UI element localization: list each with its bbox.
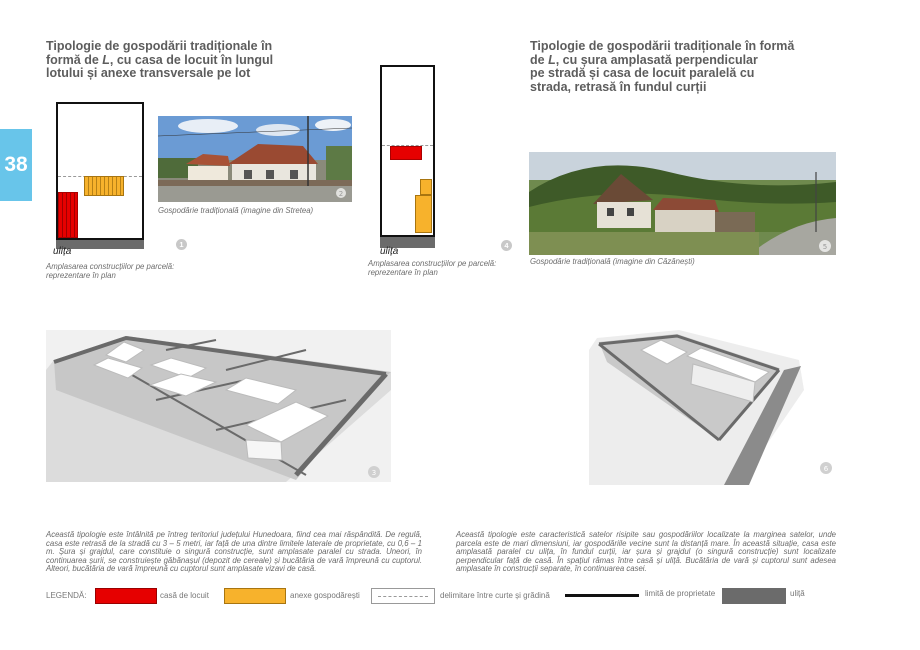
left-photo-caption: Gospodărie tradițională (imagine din Stretea) (158, 206, 314, 215)
house-building (58, 192, 78, 238)
annex-building (415, 195, 432, 233)
legend-garden-swatch (371, 588, 435, 604)
right-description: Această tipologie este caracteristică satelor risipite sau gospodăriilor localizate la marginea satelor, unde parcela este de mari dimensiuni, iar gospodăriile vecine sunt la distanță mare. În această situație, casa este amplasată paralel cu ulița, în fundul curții, iar șura și grajdul (o singură construcție) sunt localizate perpendicular față de casă. În spațiul rămas între casă și uliță. Bucătăria de vară și cuptorul sunt adesea amplasate în construcții separate, în continuarea casei. (456, 530, 836, 574)
page-number: 38 (4, 153, 28, 176)
left-title-line1: Tipologie de gospodării tradiționale în (46, 39, 273, 53)
left-street-label: ulița (53, 246, 72, 257)
left-title-line2: formă de L, cu casa de locuit în lungul (46, 52, 274, 67)
figure-number-3: 3 (371, 469, 377, 477)
left-plan-caption: Amplasarea construcțiilor pe parcelă: reprezentare în plan (46, 262, 175, 280)
right-title-line1: Tipologie de gospodării tradiționale în formă (530, 39, 795, 53)
stretea-house-photo (158, 116, 352, 202)
legend-property-label: limită de proprietate (645, 589, 716, 598)
legend-annex-label: anexe gospodărești (290, 591, 360, 600)
page-number-tab (0, 129, 32, 201)
figure-number-6: 6 (823, 465, 829, 473)
right-plan-caption: Amplasarea construcțiilor pe parcelă: reprezentare în plan (368, 259, 497, 277)
left-settlement-render (46, 330, 391, 482)
right-title (530, 40, 820, 94)
right-street-label: ulița (380, 246, 399, 257)
house-building (390, 146, 422, 160)
figure-number-4: 4 (501, 240, 512, 251)
legend-house-label: casă de locuit (160, 591, 209, 600)
figure-number-1: 1 (176, 239, 187, 250)
legend-street-swatch (722, 588, 786, 604)
legend-property-swatch (565, 594, 639, 597)
figure-number-5: 5 (822, 243, 828, 251)
left-title (46, 40, 306, 81)
right-plot-plan (380, 65, 435, 250)
left-title-line3: lotului și anexe transversale pe lot (46, 66, 251, 80)
annex-building (84, 176, 124, 196)
figure-number-2: 2 (338, 190, 344, 198)
legend-annex-swatch (224, 588, 286, 604)
legend-house-swatch (95, 588, 157, 604)
left-description: Această tipologie este întâlnită pe întreg teritoriul județului Hunedoara, fiind cea mai răspândită. De regulă, casa este retrasă de la stradă cu 3 – 5 metri, iar față de una dintre limitele laterale de proprietate, cu 0,6 – 1 m. Șura și grajdul, care constituie o singură construcție, sunt amplasate paralel cu strada. Uneori, în continuarea șurii, se construiește găbănașul (depozit de cereale) și bucătăria de vară împreună cu cuptorul. Alteori, bucătăria de vară împreună cu cuptorul sunt amplasate vizavi de casă. (46, 530, 422, 574)
right-title-line3: pe stradă și casa de locuit paralelă cu (530, 66, 755, 80)
right-settlement-render (589, 330, 834, 485)
cazanesti-house-photo (529, 152, 836, 255)
left-plot-plan (56, 102, 144, 248)
annex-building-small (420, 179, 432, 195)
legend-street-label: uliță (790, 589, 805, 598)
right-title-line2: de L, cu șura amplasată perpendicular (530, 52, 758, 67)
legend-title: LEGENDĂ: (46, 591, 87, 600)
legend-garden-label: delimitare între curte și grădină (440, 591, 550, 600)
right-photo-caption: Gospodărie tradițională (imagine din Căzănești) (530, 257, 695, 266)
right-title-line4: strada, retrasă în fundul curții (530, 79, 707, 94)
